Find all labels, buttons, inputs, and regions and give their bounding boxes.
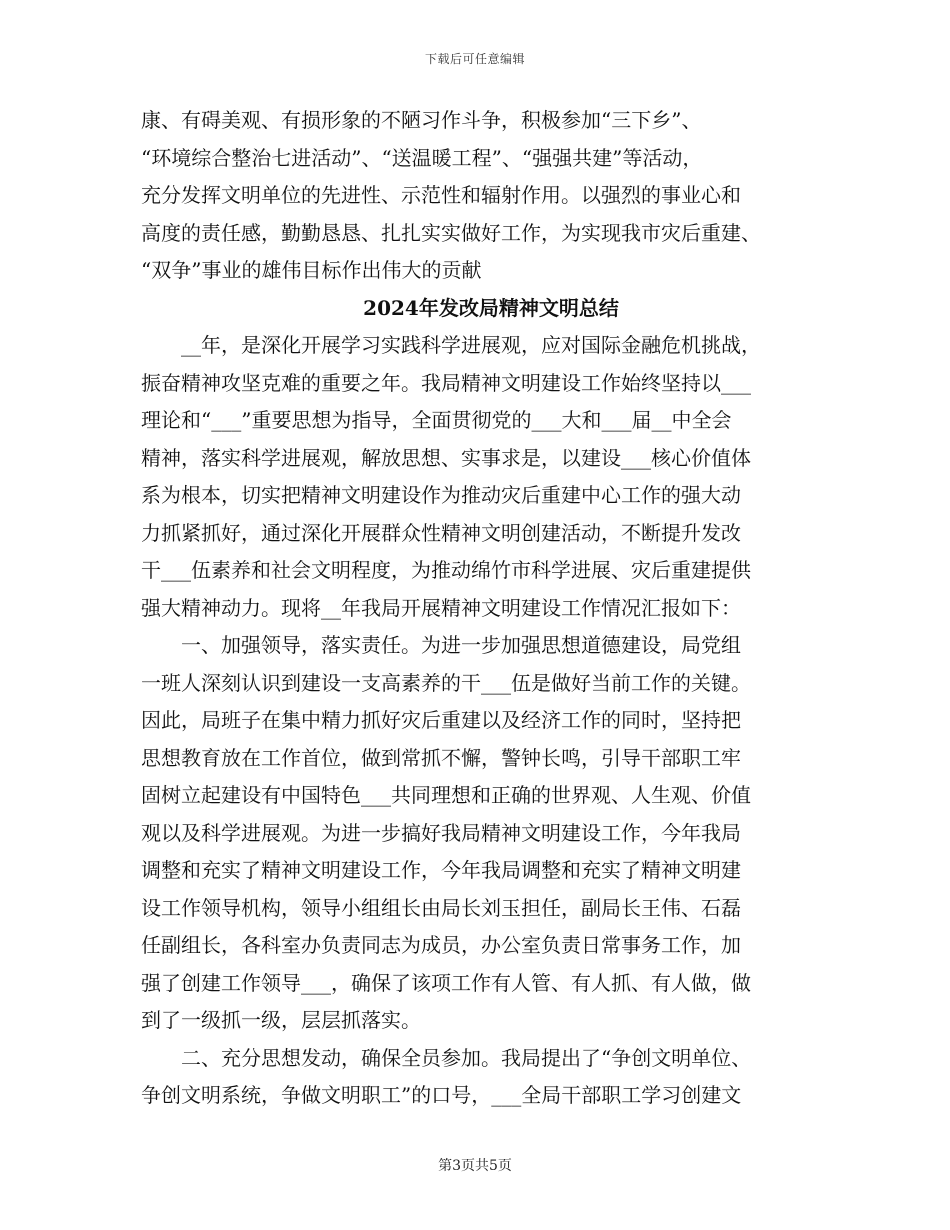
text-line: 高度的责任感，勤勤恳恳、扎扎实实做好工作，为实现我市灾后重建、 <box>141 220 761 245</box>
document-body <box>141 102 821 1115</box>
text-line: “环境综合整治七进活动”、“送温暖工程”、“强强共建”等活动， <box>141 145 703 170</box>
text-line: 二、充分思想发动，确保全员参加。我局提出了“争创文明单位、 <box>141 1045 752 1070</box>
text-line: 康、有碍美观、有损形象的不陋习作斗争，积极参加“三下乡”、 <box>141 108 702 132</box>
text-line: 理论和“___”重要思想为指导，全面贯彻党的___大和___届__中全会 <box>141 408 732 432</box>
text-line: 一班人深刻认识到建设一支高素养的干___伍是做好当前工作的关键。 <box>141 670 751 695</box>
header-note: 下载后可任意编辑 <box>424 52 525 66</box>
text-line: __年，是深化开展学习实践科学进展观，应对国际金融危机挑战， <box>141 333 761 357</box>
text-line: 精神，落实科学进展观，解放思想、实事求是，以建设___核心价值体 <box>141 445 751 470</box>
paragraph-1 <box>141 327 821 627</box>
text-line: 振奋精神攻坚克难的重要之年。我局精神文明建设工作始终坚持以___ <box>141 370 751 395</box>
paragraph-2 <box>141 627 821 1040</box>
paragraph-3 <box>141 1040 821 1115</box>
text-line: 设工作领导机构，领导小组组长由局长刘玉担任，副局长王伟、石磊 <box>141 895 741 920</box>
text-line: 干___伍素养和社会文明程度，为推动绵竹市科学进展、灾后重建提供 <box>141 558 751 582</box>
text-line: “双争”事业的雄伟目标作出伟大的贡献 <box>141 258 482 282</box>
text-line: 系为根本，切实把精神文明建设作为推动灾后重建中心工作的强大动 <box>141 483 741 507</box>
text-line: 一、加强领导，落实责任。为进一步加强思想道德建设，局党组 <box>141 633 741 657</box>
text-line: 强了创建工作领导___，确保了该项工作有人管、有人抓、有人做，做 <box>141 970 751 995</box>
document-title: 2024年发改局精神文明总结 <box>363 295 619 320</box>
text-line: 观以及科学进展观。为进一步搞好我局精神文明建设工作，今年我局 <box>141 820 741 845</box>
text-line: 充分发挥文明单位的先进性、示范性和辐射作用。以强烈的事业心和 <box>141 183 741 207</box>
text-line: 任副组长，各科室办负责同志为成员，办公室负责日常事务工作，加 <box>141 933 741 957</box>
text-line: 思想教育放在工作首位，做到常抓不懈，警钟长鸣，引导干部职工牢 <box>141 745 741 770</box>
text-line: 调整和充实了精神文明建设工作，今年我局调整和充实了精神文明建 <box>141 858 741 882</box>
text-line: 到了一级抓一级，层层抓落实。 <box>141 1008 421 1032</box>
page-number: 第3页共5页 <box>438 1158 512 1174</box>
text-line: 力抓紧抓好，通过深化开展群众性精神文明创建活动，不断提升发改 <box>141 520 741 545</box>
text-line: 因此，局班子在集中精力抓好灾后重建以及经济工作的同时，坚持把 <box>141 708 741 732</box>
text-line: 争创文明系统，争做文明职工”的口号，___全局干部职工学习创建文 <box>141 1083 742 1107</box>
text-line: 强大精神动力。现将__年我局开展精神文明建设工作情况汇报如下： <box>141 595 741 620</box>
text-line: 固树立起建设有中国特色___共同理想和正确的世界观、人生观、价值 <box>141 783 751 807</box>
intro-paragraph <box>141 102 821 290</box>
